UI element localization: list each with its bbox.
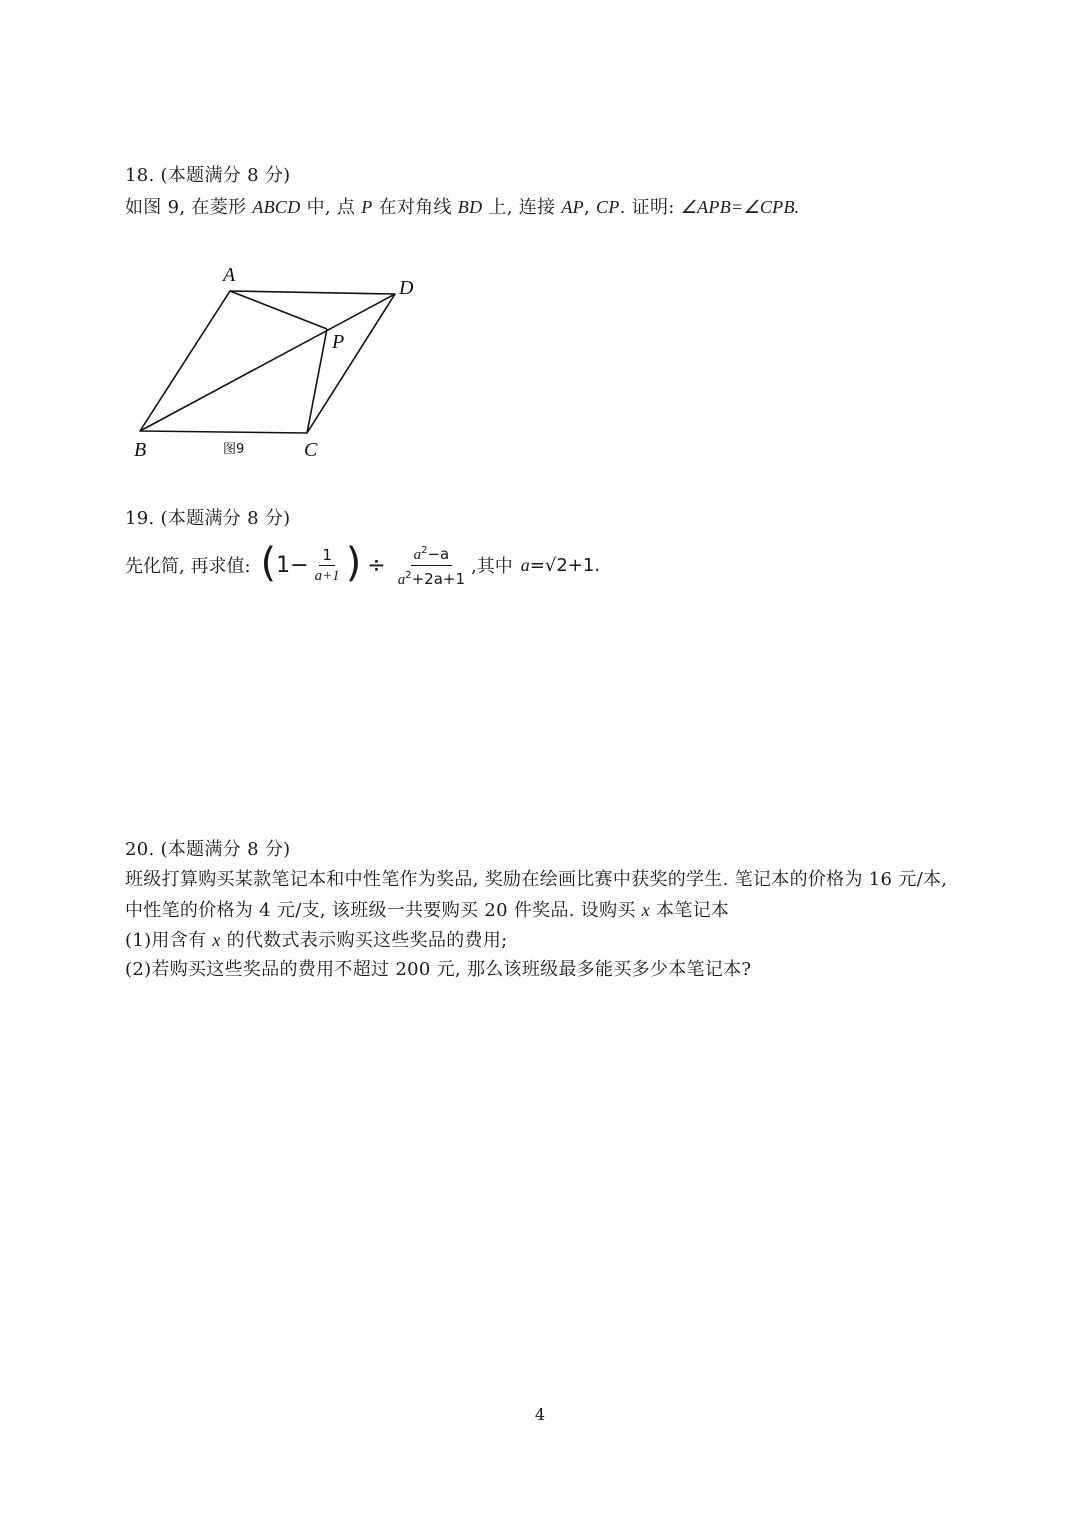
q19-expression: 先化简, 再求值: ( 1− $\frac{1}{a+1}$ ) ÷ $\frac{a^2-a}{a^2+2a+1}$ ,其中 a =√2+1. [125,540,601,588]
diagonal-bd [140,294,395,431]
left-paren: ( [260,540,277,586]
q20-line-2: 中性笔的价格为 4 元/支, 该班级一共要购买 20 件奖品. 设购买 x 本笔记本 [125,900,730,921]
q20-line-1: 班级打算购买某款笔记本和中性笔作为奖品, 奖励在绘画比赛中获奖的学生. 笔记本的价格为 16 元/本, [125,869,948,890]
fraction-2: $\frac{a^2-a}{a^2+2a+1}$ [395,542,468,589]
q18-statement: 如图 9, 在菱形 ABCD 中, 点 P 在对角线 BD 上, 连接 AP, CP. 证明: ∠APB=∠CPB. [125,197,800,218]
figure-caption: 图9 [223,442,245,457]
label-c: C [304,439,318,461]
right-paren: ) [345,540,362,586]
label-d: D [399,277,414,299]
q20-part-1: (1)用含有 x 的代数式表示购买这些奖品的费用; [125,930,508,951]
segment-ap [230,291,327,329]
label-p: P [332,331,345,353]
fraction-1: $\frac{1}{a+1}$ [314,545,340,584]
rhombus-figure [0,0,1080,480]
q20-header: 20. (本题满分 8 分) [125,839,291,860]
page-number: 4 [534,1405,546,1424]
label-b: B [134,439,147,461]
q19-header: 19. (本题满分 8 分) [125,508,291,529]
q20-part-2: (2)若购买这些奖品的费用不超过 200 元, 那么该班级最多能买多少本笔记本? [125,959,752,980]
q18-header: 18. (本题满分 8 分) [125,165,291,186]
label-a: A [223,264,236,286]
